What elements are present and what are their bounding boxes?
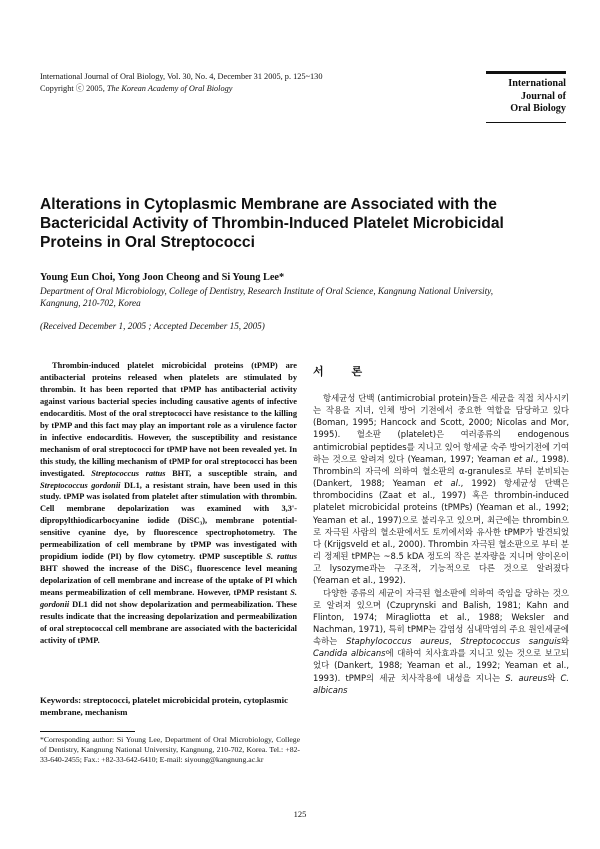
species-name: C. albicans	[313, 672, 569, 695]
abstract	[40, 360, 297, 647]
authors: Young Eun Choi, Yong Joon Cheong and Si Young Lee*	[40, 272, 285, 283]
keywords: Keywords: streptococci, platelet microbicidal protein, cytoplasmic membrane, mechanism	[40, 695, 288, 717]
corresponding-author-footnote: *Corresponding author: Si Young Lee, Department of Oral Microbiology, College of Dentistry, Kangnung National University, Kangnung, 210-702, Korea. Tel.: +82-33-640-2455; Fax.: +82-33-642-6410; E-mail: siyoung@kangnung.ac.kr	[40, 735, 300, 765]
intro-paragraph-2	[313, 587, 569, 696]
received-dates: (Received December 1, 2005 ; Accepted December 15, 2005)	[40, 321, 265, 331]
journal-name-line-2: Journal of	[521, 90, 566, 102]
intro-text: 에 대하여 치사효과를 지니고 있는 것으로 보고되었다 (Dankert, 1988; Yeaman et al., 1992; Yeaman et al., 1993). tPMP의 세균 치사작용에 내성을 지니는	[313, 648, 569, 683]
abstract-text: DL1, a resistant strain, have been used in this study. tPMP was isolated from platelet after stimulation with thrombin. Cell membrane depolarization was examined with 3,3'-dipropylthiodicarbocyanine iodide (DiSC₃), membrane potential-sensitive cyanine dye, by fluorescence spectrophotometry. The permeabilization of cell membrane by tPMP was investigated with propidium iodide (PI) by flow cytometry. tPMP susceptible	[40, 480, 297, 562]
copyright-org: The Korean Academy of Oral Biology	[106, 83, 233, 93]
species-name: S. gordonii	[40, 588, 297, 610]
copyright-line	[40, 83, 440, 95]
citation-header	[40, 71, 440, 94]
intro-text: ,	[448, 636, 461, 647]
section-heading-introduction: 서 론	[313, 365, 375, 378]
species-name: Streptococcus gordonii	[40, 480, 121, 490]
page-number: 125	[293, 809, 307, 819]
copyright-prefix: Copyright ⓒ 2005,	[40, 83, 107, 93]
species-name: Streptococcus rattus	[91, 468, 166, 478]
abstract-text: Thrombin-induced platelet microbicidal proteins (tPMP) are antibacterial proteins released when platelets are stimulated by thrombin. It has been reported that tPMP has antibacterial activity against various bacterial species including causative agents of infective endocarditis. Most of the oral streptococci have resistance to the killing by tPMP and this fact may play an important role as a virulence factor in infective endocarditis. However, the susceptibility and resistance mechanism of oral streptococci for tPMP have not been revealed yet. In this study, the killing mechanism of tPMP for oral streptococci has been investigated.	[40, 361, 297, 478]
citation-line: International Journal of Oral Biology, Vol. 30, No. 4, December 31 2005, p. 125~130	[40, 72, 323, 81]
intro-text: 와	[547, 672, 561, 683]
intro-text: 항세균성 단백 (antimicrobial protein)들은 세균을 직접 치사시키는 작용을 지녀, 인체 방어 기전에서 중요한 역할을 담당하고 있다 (Boman, 1995; Hancock and Scott, 2000; Nicolas and Mor, 1995). 혈소판 (platelet)은 여러종류의 endogenous antimicrobial peptides를 지니고 있어 항세균 숙주 방어기전에 기여하는 것으로 알려져 있다 (Yeaman, 1997; Yeaman	[313, 393, 569, 464]
abstract-text: BHT showed the increase of the DiSC₃ fluorescence level meaning depolarization of cell membrane and increase of the uptake of PI which means permeabilization of cell membrane. However, tPMP resistant	[40, 564, 297, 598]
abstract-text: BHT, a susceptible strain, and	[165, 468, 297, 478]
species-name: S. aureus	[505, 672, 548, 683]
footnote-rule	[40, 731, 135, 732]
journal-name-line-3: Oral Biology	[510, 103, 566, 115]
intro-text: 와	[560, 636, 570, 647]
journal-name-box	[486, 71, 566, 123]
intro-text: 다양한 종류의 세균이 자극된 혈소판에 의하여 죽임을 당하는 것으로 알려져 있으며 (Czuprynski and Balish, 1981; Kahn and Flinton, 1974; Miragliotta et al., 1988; Weksler and Nachman, 1971), 특히 tPMP는 감염성 심내막염의 주요 원인세균에 속하는	[313, 587, 569, 647]
journal-name-line-1: International	[508, 78, 566, 89]
intro-text: ., 1998). Thrombin의 자극에 의하여 혈소판의 α-granules로 부터 분비되는 (Dankert, 1988; Yeaman	[313, 453, 570, 489]
article-title: Alterations in Cytoplasmic Membrane are Associated with the Bactericidal Activity of Thrombin-Induced Platelet Microbicidal Proteins in Oral Streptococci	[40, 196, 504, 251]
affiliation: Department of Oral Microbiology, College of Dentistry, Research Institute of Oral Science, Kangnung National University, Kangnung, 210-702, Korea	[40, 286, 494, 308]
et-al: et al	[513, 453, 534, 464]
species-name: S. rattus	[266, 552, 297, 562]
species-name: Candida albicans	[313, 648, 386, 659]
intro-text: ., 1992) 항세균성 단백은 thrombocidins (Zaat et al., 1997) 혹은 thrombin-induced platelet microbicidal proteins (tPMPs) (Yeaman et al., 1992; Yeaman et al., 1997)으로 불리우고 있으며, 최근에는 thrombin으로 자극된 사람의 혈소판에서도 토끼에서와 유사한 tPMP가 발견되었다 (Krijgsveld et al., 2000). Thrombin 자극된 혈소판으로 부터 분리 정제된 tPMP는 ~8.5 kDA 정도의 작은 분자량을 지니며 양이온이고 lysozyme과는 구조적, 기능적으로 다른 것으로 알려졌다 (Yeaman et al., 1992).	[313, 478, 569, 586]
species-name: Staphylococcus aureus	[346, 636, 449, 647]
species-name: Streptococcus sanguis	[460, 636, 561, 647]
et-al: et al	[433, 478, 458, 489]
intro-paragraph-1	[313, 392, 569, 587]
introduction-body	[313, 392, 569, 696]
abstract-text: DL1 did not show depolarization and permeabilization. These results indicate that the increasing depolarization and permeabilization of oral streptococcal cell membrane are associated with the bactericidal activity of tPMP.	[40, 600, 297, 645]
abstract-paragraph	[40, 360, 297, 647]
journal-box-rule	[486, 122, 566, 123]
